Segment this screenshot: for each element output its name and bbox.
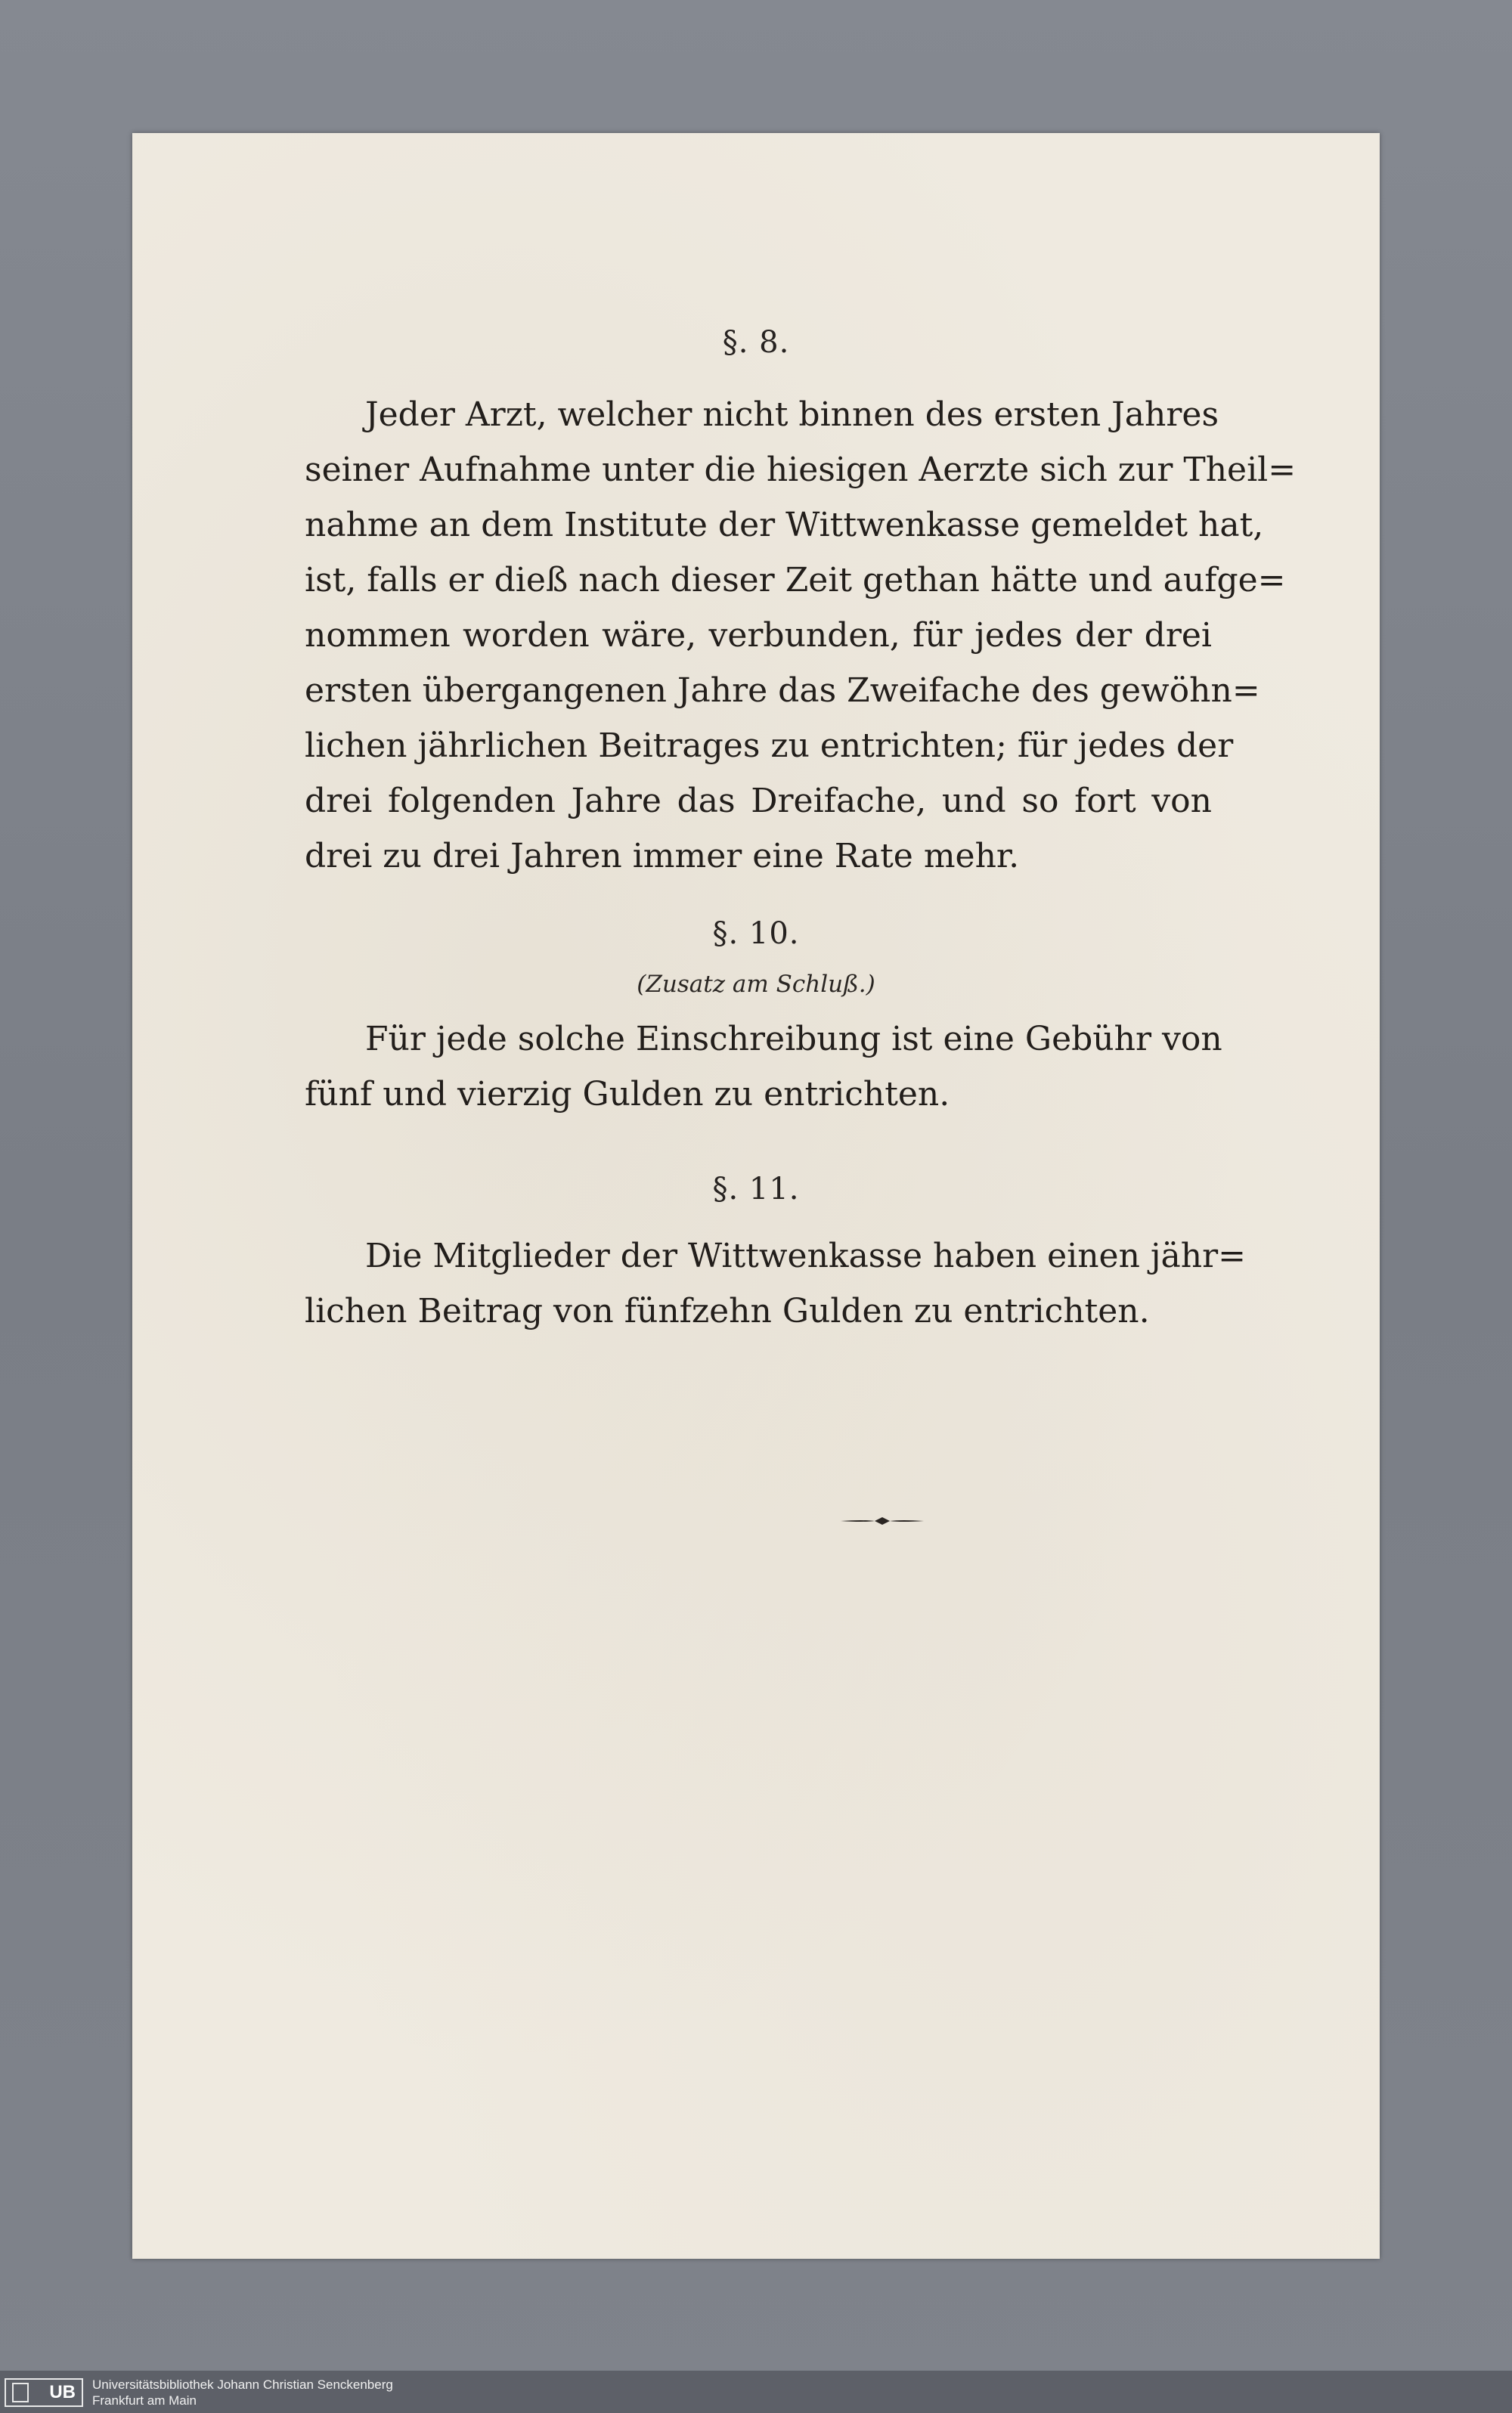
text-line: drei zu drei Jahren immer eine Rate mehr. <box>305 837 1020 875</box>
document-page <box>132 133 1380 2259</box>
text-line: ist, falls er dieß nach dieser Zeit gethan hätte und aufge= <box>305 561 1286 599</box>
footer-credit <box>92 2377 393 2408</box>
section-10-heading: §. 10. <box>712 916 800 951</box>
ornament-divider-icon <box>841 1515 924 1527</box>
text-line: drei folgenden Jahre das Dreifache, und so fort von <box>305 782 1212 820</box>
section-11-heading: §. 11. <box>712 1172 800 1206</box>
text-line: fünf und vierzig Gulden zu entrichten. <box>305 1075 950 1114</box>
text-line: nommen worden wäre, verbunden, für jedes der drei <box>305 616 1212 655</box>
ub-logo <box>5 2378 83 2407</box>
text-line: ersten übergangenen Jahre das Zweifache des gewöhn= <box>305 671 1260 710</box>
text-line: lichen Beitrag von fünfzehn Gulden zu entrichten. <box>305 1292 1150 1330</box>
section-8-heading: §. 8. <box>722 325 790 360</box>
logo-mark-icon <box>12 2383 29 2402</box>
text-line: lichen jährlichen Beitrages zu entrichten; für jedes der <box>305 726 1234 765</box>
text-line: nahme an dem Institute der Wittwenkasse gemeldet hat, <box>305 506 1264 544</box>
section-10-subheading: (Zusatz am Schluß.) <box>637 971 875 998</box>
section-11-body <box>305 1228 1247 1339</box>
section-8-body <box>305 387 1297 884</box>
logo-text: UB <box>49 2382 76 2402</box>
footer-line-1: Universitätsbibliothek Johann Christian Senckenberg <box>92 2377 393 2392</box>
library-footer <box>0 2371 1512 2413</box>
section-10-body <box>305 1011 1222 1122</box>
text-line: Jeder Arzt, welcher nicht binnen des ersten Jahres <box>365 395 1219 434</box>
footer-line-2: Frankfurt am Main <box>92 2393 197 2408</box>
text-line: Für jede solche Einschreibung ist eine Gebühr von <box>365 1020 1222 1058</box>
text-line: seiner Aufnahme unter die hiesigen Aerzte sich zur Theil= <box>305 451 1297 489</box>
text-line: Die Mitglieder der Wittwenkasse haben einen jähr= <box>365 1237 1247 1275</box>
